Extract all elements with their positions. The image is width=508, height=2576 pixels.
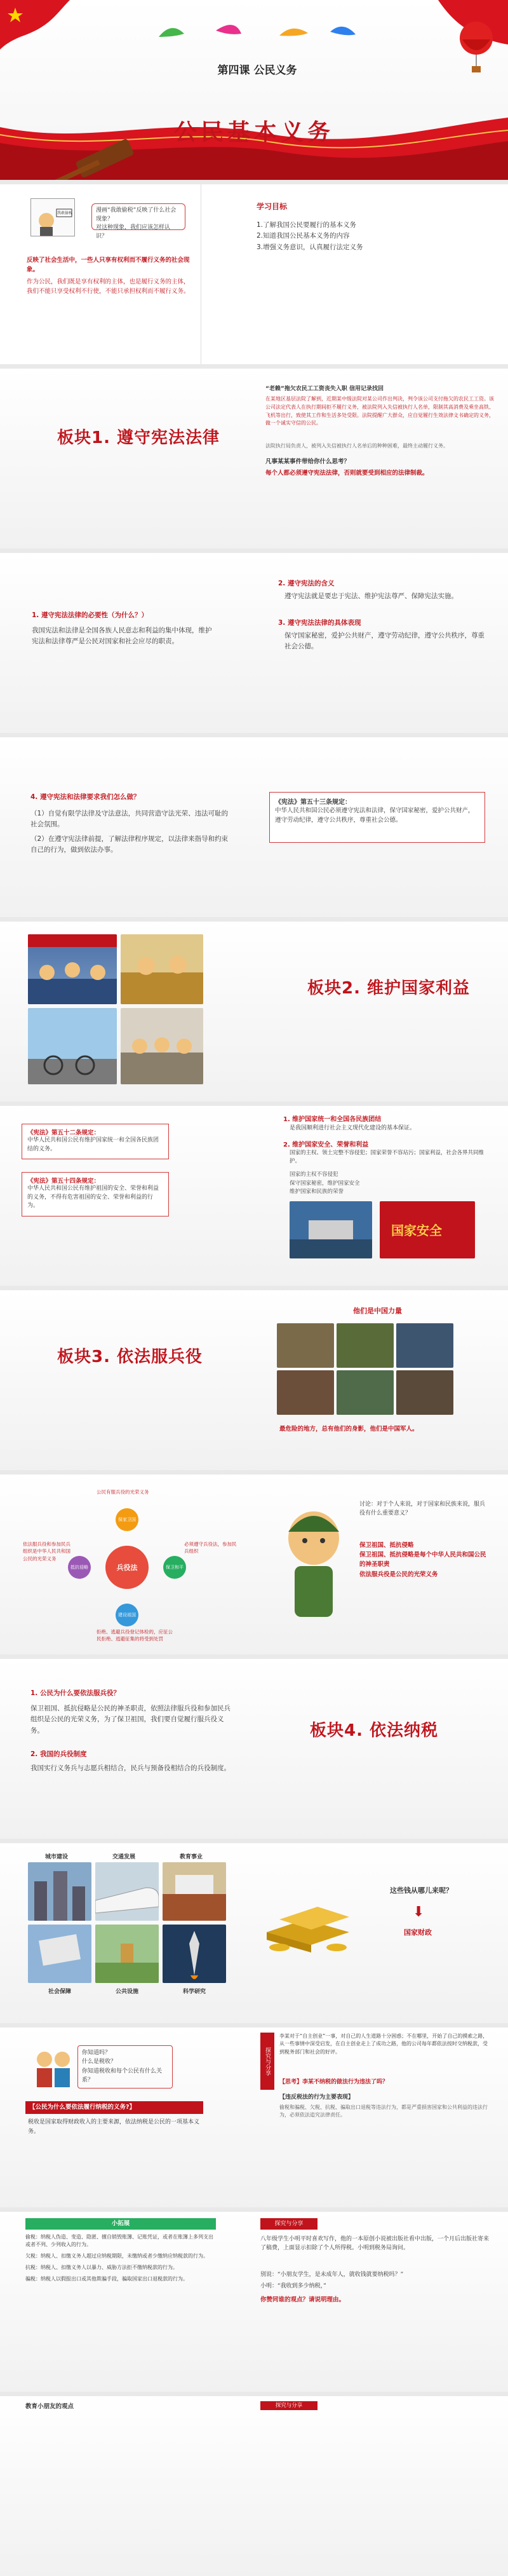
goal-item: 2.知道我国公民基本义务的内容 <box>257 232 350 240</box>
story-subheading: 【违反税法的行为主要表现】 <box>279 2094 354 2101</box>
mindmap-node: 保卫和平 <box>166 1565 184 1570</box>
photo-military <box>290 1201 372 1258</box>
news-answer: 每个人都必须遵守宪法法律，否则就要受到相应的法律制裁。 <box>265 470 429 477</box>
list-item: 保守国家秘密，维护国家安全 <box>290 1180 360 1187</box>
view-text: 作为公民，我们既是享有权利的主体，也是履行义务的主体，我们不能只享受权利不行使，不能只承担权利而不履行义务。 <box>27 278 190 296</box>
family-icon <box>28 2044 79 2089</box>
mindmap-center: 兵役法 <box>116 1564 138 1572</box>
goals-title: 学习目标 <box>257 202 288 211</box>
story-subtext: 偷税和骗税、欠税、抗税、骗取出口退税等违法行为，都是严重损害国家和公共利益的违法行为，必须依法追究法律责任。 <box>279 2104 488 2118</box>
photo-crowd <box>121 1008 203 1084</box>
slide-heading: 教育小朋友的观点 <box>25 2403 74 2410</box>
point-text-1: 是我国顺利进行社会主义现代化建设的基本保证。 <box>290 1125 416 1131</box>
photo-social-security <box>28 1925 91 1983</box>
point-text-2: 国家的主权、领土完整不容侵犯；国家荣誉不容玷污；国家利益，社会各界共同维护。 <box>290 1150 485 1164</box>
answer-item: 依法服兵役是公民的光荣义务 <box>359 1571 438 1578</box>
photo-soldiers-4 <box>277 1370 334 1415</box>
law-box-title: 《宪法》第五十四条规定： <box>27 1178 100 1185</box>
mindmap-node: 建设祖国 <box>118 1612 136 1618</box>
law-box-text: 中华人民共和国公民有维护国家统一和全国各民族团结的义务。 <box>27 1137 159 1152</box>
law-box-52 <box>22 1124 169 1159</box>
point-heading-1: 1. 公民为什么要依法服兵役？ <box>30 1689 120 1697</box>
question-line: 什么是税收？ <box>82 2059 117 2066</box>
point-text-2: （2）在遵守宪法律前提，了解法律程序规定，以法律来指导和约束自己的行为，做到依法办事。 <box>30 835 229 854</box>
photo-soldiers-6 <box>396 1370 453 1415</box>
photo-soldiers-1 <box>277 1323 334 1368</box>
story-text: 李某对于“自主创业”一事，对自己的人生道路十分困惑；不在哪里，开始了自己的摸索之路，从一些事情中深受启发，在自主创业走上了成功之路，他的公司每年都依法按时交纳税款，受到税务部门和社会的好评。 <box>279 2033 488 2055</box>
mindmap-text-right: 必须遵守兵役法，参加民兵组织 <box>184 1541 237 1555</box>
point-heading-3: 3. 遵守宪法法律的具体表现 <box>278 619 361 627</box>
section-title: 板块1. 遵守宪法法律 <box>57 428 220 447</box>
flag-icon <box>0 0 76 51</box>
photo-label: 公共设施 <box>115 1989 138 1995</box>
photo-soldiers-2 <box>337 1323 394 1368</box>
offense-item: 抗税：纳税人、扣缴义务人以暴力、威胁方法拒不缴纳税款的行为。 <box>25 2265 178 2270</box>
mindmap-node: 保家卫国 <box>118 1517 136 1522</box>
side-label: 探究与分享 <box>260 2218 318 2230</box>
point-heading-2: 2. 我国的兵役制度 <box>30 1750 87 1758</box>
military-service-slide <box>0 1475 508 1654</box>
national-interest-slide <box>0 1106 508 1286</box>
point-text-2: 遵守宪法就是要忠于宪法、维护宪法尊严、保障宪法实施。 <box>284 592 458 600</box>
point-text-1: 我国宪法和法律是全国各族人民意志和利益的集中体现，维护宪法和法律尊严是公民对国家和社会应尽的职责。 <box>32 627 212 646</box>
side-label: 探究与分享 <box>260 2033 274 2090</box>
photo-soldiers-3 <box>396 1323 453 1368</box>
law-quote-text: 中华人民共和国公民必须遵守宪法和法律，保守国家秘密，爱护公共财产，遵守劳动纪律，遵守公共秩序，尊重社会公德。 <box>275 807 474 824</box>
small-title: 小拓展 <box>25 2218 216 2230</box>
tax-uses-slide <box>0 1843 508 2023</box>
photo-label: 城市建设 <box>44 1854 68 1860</box>
section-title: 板块2. 维护国家利益 <box>307 979 471 998</box>
law-box-title: 《宪法》第五十二条规定： <box>27 1129 100 1136</box>
photo-bikes <box>28 1008 117 1084</box>
photo-soldiers-5 <box>337 1370 394 1415</box>
news-title: “老赖”拖欠农民工工资丧失入职 信用记录找回 <box>265 386 384 392</box>
mindmap-node: 抵抗侵略 <box>70 1565 88 1570</box>
point-text-2: 我国实行义务兵与志愿兵相结合，民兵与预备役相结合的兵役制度。 <box>30 1764 231 1772</box>
arrow-down-icon: ⬇ <box>413 1904 425 1920</box>
cover-slide <box>0 0 508 180</box>
photo-students <box>28 934 117 1004</box>
story-question: 【思考】李某不纳税的做法行为违法了吗？ <box>279 2079 389 2085</box>
side-label: 探究与分享 <box>260 2401 318 2410</box>
law-quote-title: 《宪法》第五十三条规定： <box>275 799 351 806</box>
goals-list <box>257 220 485 253</box>
point-text-3: 保守国家秘密，爱护公共财产，遵守劳动纪律，遵守公共秩序，尊重社会公德。 <box>284 632 485 651</box>
point-text-1: 保卫祖国、抵抗侵略是公民的神圣职责，依照法律服兵役和参加民兵组织是公民的光荣义务，为了保卫祖国，我们要自觉履行服兵役义务。 <box>30 1705 231 1734</box>
offense-list <box>25 2233 216 2283</box>
point-heading-1: 1. 遵守宪法法律的必要性（为什么？） <box>32 611 148 619</box>
what-is-tax-slide <box>0 2027 508 2207</box>
question-line-1: 漫画“我敢偷税”反映了什么社会现象？ <box>96 207 177 222</box>
point-text-1: （1）自觉有限学法律及守法意法，共同营造守法光荣、违法可耻的社会氛围。 <box>30 810 229 829</box>
photo-school <box>163 1862 226 1921</box>
photo-label: 社会保障 <box>48 1989 71 1995</box>
answer-item: 保卫祖国、抵抗侵略是每个中华人民共和国公民的神圣职责 <box>359 1551 486 1569</box>
photo-public <box>95 1925 159 1983</box>
tax-answer: 国家财政 <box>404 1928 432 1937</box>
question-bubble <box>91 203 185 240</box>
cover-title: 公民基本义务 <box>173 119 334 146</box>
answer-item: 保卫祖国、抵抗侵略 <box>359 1542 414 1549</box>
point-list <box>290 1171 360 1197</box>
learning-goals-slide <box>0 184 508 364</box>
point-heading-2: 2. 维护国家安全、荣誉和利益 <box>283 1141 369 1148</box>
section3-title-slide <box>0 1290 508 1470</box>
photo-heading: 他们是中国力量 <box>353 1307 402 1315</box>
section-title: 板块4. 依法纳税 <box>310 1721 439 1740</box>
story-question: 你赞同谁的观点？请说明理由。 <box>260 2296 345 2303</box>
photo-train <box>95 1862 159 1921</box>
photo-people <box>121 934 203 1004</box>
flag-icon <box>425 0 508 89</box>
mindmap-text-bottom: 拒绝、逃避兵役登记体检的，应征公民拒绝、逃避征集的将受到处罚 <box>97 1629 173 1642</box>
cartoon-badge: 我敢偷税 <box>57 211 72 215</box>
law-quote-box <box>269 792 485 843</box>
list-item: 国家的主权不容侵犯 <box>290 1171 338 1178</box>
discussion-answer <box>359 1541 486 1579</box>
answer-text: 反映了社会生活中，一些人只享有权利而不履行义务的社会现象。 <box>27 257 190 274</box>
photo-science <box>163 1925 226 1983</box>
photo-security-banner <box>380 1201 475 1258</box>
news-text: 在某地区基层法院了解到，近期某中级法院对某公司作出判决，判令该公司支付拖欠的农民工工资。该公司法定代表人在执行期间拒不履行义务，被法院列入失信被执行人名单，限制其高消费及乘坐高铁、飞机等出行，致使其工作和生活多处受限。法院提醒广大群众，应自觉履行生效法律文书确定的义务，做一个诚实守信的公民。 <box>265 396 494 426</box>
photo-label: 科学研究 <box>182 1989 206 1995</box>
gavel-icon <box>38 137 146 180</box>
offense-item: 骗税：纳税人以假报出口或其他欺骗手段，骗取国家出口退税款的行为。 <box>25 2276 188 2282</box>
section4-title-slide <box>0 1659 508 1839</box>
section-title: 板块3. 依法服兵役 <box>57 1347 203 1366</box>
question-line-2: 对这种现象，我们应该怎样认识？ <box>96 224 171 240</box>
mindmap-text-left: 依法服兵役和参加民兵组织是中华人民共和国公民的光荣义务 <box>23 1541 70 1562</box>
dove-icon <box>146 18 362 50</box>
question-bubble <box>77 2045 173 2089</box>
law-box-54 <box>22 1172 169 1216</box>
goal-item: 3.增强义务意识，认真履行法定义务 <box>257 243 363 251</box>
photo-label: 交通发展 <box>112 1854 135 1860</box>
goal-item: 1.了解我国公民要履行的基本义务 <box>257 221 357 229</box>
point-heading-2: 2. 遵守宪法的含义 <box>278 580 335 587</box>
photo-caption: 最危险的地方，总有他们的身影，他们是中国军人。 <box>279 1426 418 1433</box>
story-quote: 别说：“小朋友学生，是未成年人，就收钱就要纳税吗？” <box>260 2272 404 2278</box>
point-heading-1: 1. 维护国家统一和全国各民族团结 <box>283 1116 382 1123</box>
constitution-action-slide <box>0 737 508 917</box>
point-heading: 4. 遵守宪法和法律要求我们怎么做？ <box>30 793 140 801</box>
soldier-cartoon-icon <box>282 1500 345 1627</box>
mindmap-text-top: 公民有服兵役的光荣义务 <box>97 1489 149 1495</box>
list-item: 维护国家和民族的荣誉 <box>290 1189 344 1196</box>
gold-coins-icon <box>254 1881 362 1958</box>
think-answer: 税收是国家取得财政收入的主要来源，依法纳税是公民的一项基本义务。 <box>28 2119 200 2135</box>
cartoon-image <box>30 198 75 236</box>
photo-city <box>28 1862 91 1921</box>
offense-item: 偷税：纳税人伪造、变造、隐匿、擅自销毁账簿、记账凭证，或者在账簿上多列支出或者不列、少列收入的行为。 <box>25 2234 213 2247</box>
offense-item: 欠税：纳税人、扣缴义务人超过应纳税期限，未缴纳或者少缴纳应纳税款的行为。 <box>25 2253 208 2259</box>
discussion-question: 讨论：对于个人来说，对于国家和民族来说，服兵役有什么重要意义？ <box>359 1501 486 1517</box>
story-quote: 小明：“我收到多少纳税，” <box>260 2283 326 2289</box>
question-line: 你知道吗？ <box>82 2050 111 2056</box>
news-text-2: 法院执行局负责人，被列入失信被执行人名单后的种种困难，最终主动履行义务。 <box>265 443 448 449</box>
news-question: 凡事某某事件带给你什么思考？ <box>265 458 351 465</box>
question-line: 你知道税收和每个公民有什么关系？ <box>82 2068 163 2084</box>
tax-offenses-slide <box>0 2212 508 2392</box>
section1-news-slide <box>0 369 508 549</box>
lesson-label: 第四课 公民义务 <box>217 64 297 77</box>
photo-label: 教育事业 <box>179 1854 203 1860</box>
constitution-meaning-slide <box>0 553 508 733</box>
story-text: 八年级学生小明平时喜欢写作，他的一本原创小说被出版社看中出版，一个月后出版社寄来了稿费，上面显示扣除了个人所得税。小明到税务局询问。 <box>260 2236 490 2252</box>
tax-question: 这些钱从哪儿来呢？ <box>390 1886 453 1895</box>
banner-text: 国家安全 <box>391 1223 442 1238</box>
think-banner: 【公民为什么要依法履行纳税的义务?】 <box>25 2101 203 2114</box>
section2-title-slide <box>0 922 508 1101</box>
law-box-text: 中华人民共和国公民有维护祖国的安全、荣誉和利益的义务，不得有危害祖国的安全、荣誉和利益的行为。 <box>27 1185 159 1209</box>
invoice-discussion-slide <box>0 2396 508 2576</box>
